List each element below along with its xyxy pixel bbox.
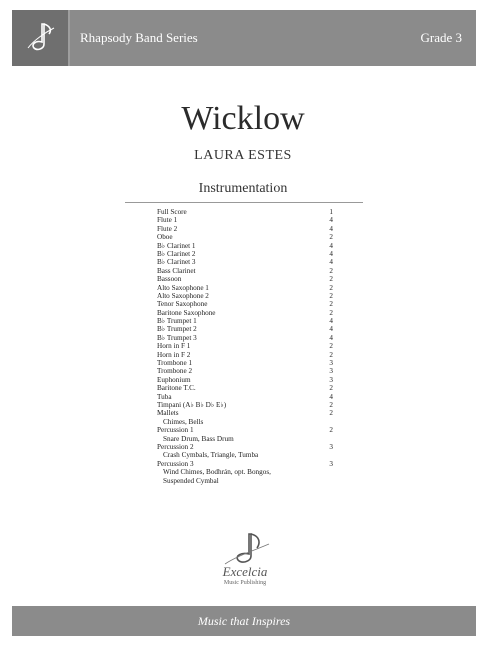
instrument-quantity: 3	[329, 442, 333, 451]
list-item	[157, 275, 333, 283]
divider	[125, 202, 363, 203]
instrument-quantity: 4	[329, 216, 333, 225]
list-item	[157, 216, 333, 224]
instrument-quantity: 3	[329, 367, 333, 376]
instrument-name: Crash Cymbals, Triangle, Tumba	[163, 451, 259, 460]
instrument-name: Snare Drum, Bass Drum	[163, 434, 234, 443]
instrument-name: Horn in F 2	[157, 350, 191, 359]
instrument-name: Trombone 1	[157, 359, 193, 368]
instrument-name: Oboe	[157, 233, 173, 242]
instrument-name: Trombone 2	[157, 367, 193, 376]
list-item	[157, 384, 333, 392]
instrument-quantity: 2	[329, 384, 333, 393]
instrument-quantity: 2	[329, 400, 333, 409]
instrument-quantity: 4	[329, 249, 333, 258]
list-item	[157, 451, 333, 459]
instrument-quantity: 2	[329, 350, 333, 359]
list-item	[157, 284, 333, 292]
list-item	[157, 426, 333, 434]
instrument-quantity: 4	[329, 325, 333, 334]
list-item	[157, 267, 333, 275]
instrumentation-heading: Instrumentation	[198, 181, 288, 196]
list-item	[157, 250, 333, 258]
instrument-quantity: 2	[329, 266, 333, 275]
instrument-quantity: 4	[329, 333, 333, 342]
header-bar	[12, 10, 476, 66]
instrument-quantity: 4	[329, 392, 333, 401]
list-item	[157, 468, 333, 476]
instrument-name: Mallets	[157, 409, 179, 418]
instrument-name: B♭ Trumpet 1	[157, 317, 197, 326]
list-item	[157, 409, 333, 417]
instrument-name: Tuba	[157, 392, 172, 401]
list-item	[157, 367, 333, 375]
list-item	[157, 292, 333, 300]
instrument-name: Alto Saxophone 1	[157, 283, 209, 292]
instrument-name: B♭ Clarinet 2	[157, 249, 196, 258]
list-item	[157, 225, 333, 233]
music-note-logo-icon	[20, 18, 60, 58]
instrument-quantity: 3	[329, 375, 333, 384]
footer-slogan: Music that Inspires	[197, 614, 291, 628]
instrument-name: Bass Clarinet	[157, 266, 196, 275]
instrument-name: Percussion 2	[157, 442, 194, 451]
list-item	[157, 443, 333, 451]
instrument-name: B♭ Clarinet 3	[157, 258, 196, 267]
list-item	[157, 477, 333, 485]
list-item	[157, 309, 333, 317]
publisher-logo	[195, 530, 295, 590]
instrument-name: B♭ Trumpet 3	[157, 333, 197, 342]
list-item	[157, 418, 333, 426]
instrument-quantity: 4	[329, 317, 333, 326]
series-name: Rhapsody Band Series	[80, 30, 198, 45]
instrument-quantity: 2	[329, 233, 333, 242]
grade-label: Grade 3	[420, 30, 462, 45]
list-item	[157, 342, 333, 350]
instrumentation-list	[157, 208, 333, 485]
composer-name: LAURA ESTES	[194, 148, 292, 163]
list-item	[157, 300, 333, 308]
instrument-quantity: 3	[329, 459, 333, 468]
list-item	[157, 334, 333, 342]
instrument-name: Baritone T.C.	[157, 384, 196, 393]
instrument-name: Wind Chimes, Bodhrán, opt. Bongos,	[163, 468, 271, 477]
instrument-name: Suspended Cymbal	[163, 476, 219, 485]
instrument-name: Bassoon	[157, 275, 182, 284]
publisher-subtitle: Music Publishing	[223, 580, 267, 586]
instrument-quantity: 3	[329, 359, 333, 368]
list-item	[157, 393, 333, 401]
instrument-name: B♭ Trumpet 2	[157, 325, 197, 334]
list-item	[157, 376, 333, 384]
instrument-quantity: 2	[329, 308, 333, 317]
instrument-quantity: 4	[329, 241, 333, 250]
instrument-name: Alto Saxophone 2	[157, 291, 209, 300]
instrument-quantity: 2	[329, 291, 333, 300]
instrument-name: Chimes, Bells	[163, 417, 204, 426]
publisher-name: Excelcia	[222, 564, 268, 579]
instrument-name: Full Score	[157, 208, 187, 216]
footer-bar	[12, 606, 476, 636]
instrument-name: Flute 1	[157, 216, 178, 225]
piece-title: Wicklow	[181, 100, 305, 137]
list-item	[157, 242, 333, 250]
instrument-quantity: 4	[329, 258, 333, 267]
series-logo	[12, 10, 70, 66]
instrument-quantity: 2	[329, 283, 333, 292]
instrument-name: Percussion 3	[157, 459, 194, 468]
instrument-quantity: 1	[329, 208, 333, 216]
instrument-name: Timpani (A♭ B♭ D♭ E♭)	[157, 400, 227, 409]
instrument-name: Tenor Saxophone	[157, 300, 208, 309]
list-item	[157, 233, 333, 241]
instrument-quantity: 2	[329, 300, 333, 309]
list-item	[157, 359, 333, 367]
list-item	[157, 208, 333, 216]
list-item	[157, 435, 333, 443]
list-item	[157, 401, 333, 409]
instrument-quantity: 4	[329, 224, 333, 233]
instrument-name: Baritone Saxophone	[157, 308, 216, 317]
instrument-quantity: 2	[329, 409, 333, 418]
instrument-name: Flute 2	[157, 224, 178, 233]
list-item	[157, 325, 333, 333]
list-item	[157, 351, 333, 359]
instrument-name: Euphonium	[157, 375, 191, 384]
instrument-name: Percussion 1	[157, 426, 194, 435]
instrument-quantity: 2	[329, 426, 333, 435]
list-item	[157, 317, 333, 325]
instrument-name: Horn in F 1	[157, 342, 191, 351]
instrument-name: B♭ Clarinet 1	[157, 241, 196, 250]
instrument-quantity: 2	[329, 342, 333, 351]
list-item	[157, 460, 333, 468]
list-item	[157, 258, 333, 266]
instrument-quantity: 2	[329, 275, 333, 284]
